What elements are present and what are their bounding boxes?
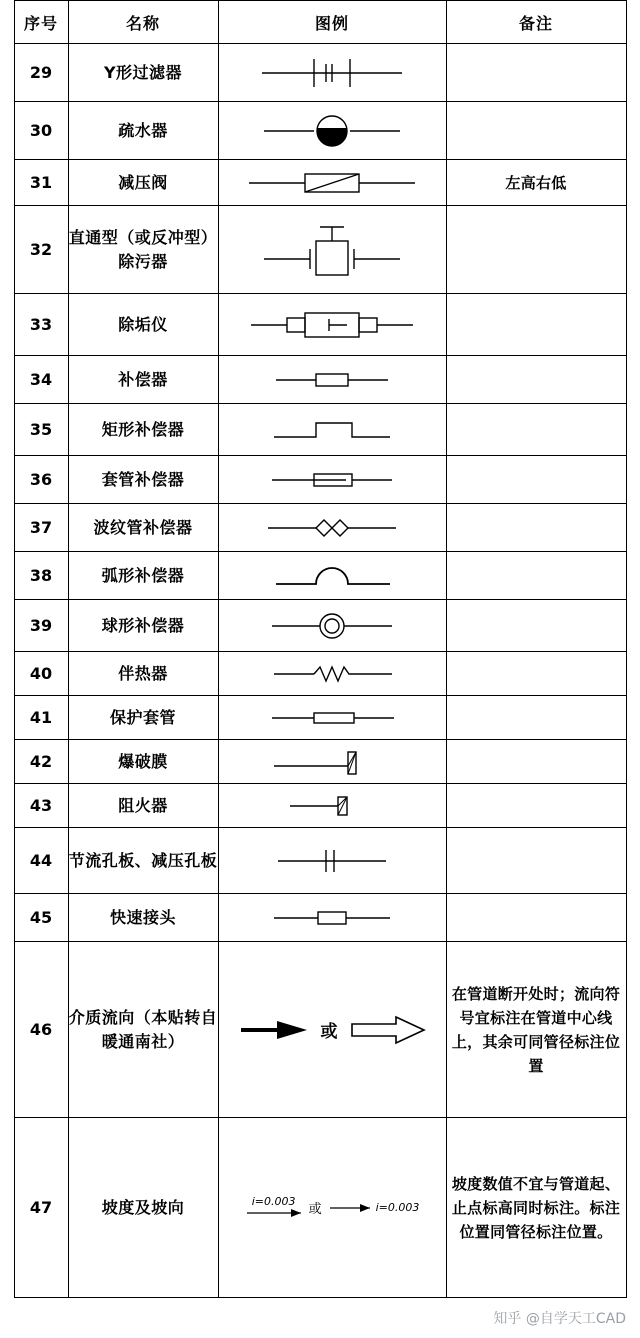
compensator-symbol bbox=[219, 365, 446, 395]
protective-sleeve-symbol bbox=[219, 705, 446, 731]
slope-symbol bbox=[219, 1195, 446, 1220]
footer bbox=[14, 1298, 626, 1338]
row-remark bbox=[446, 294, 626, 356]
row-symbol bbox=[218, 942, 446, 1118]
row-name: 节流孔板、减压孔板 bbox=[68, 828, 218, 894]
row-no: 35 bbox=[14, 404, 68, 456]
row-name: 波纹管补偿器 bbox=[68, 504, 218, 552]
watermark: 知乎 @自学天工CAD bbox=[493, 1311, 626, 1327]
row-remark bbox=[446, 356, 626, 404]
row-name: 矩形补偿器 bbox=[68, 404, 218, 456]
spherical-compensator-symbol bbox=[219, 606, 446, 646]
row-no: 41 bbox=[14, 696, 68, 740]
table-row bbox=[14, 102, 626, 160]
row-name: 疏水器 bbox=[68, 102, 218, 160]
flow-direction-symbol bbox=[219, 1013, 446, 1047]
row-remark bbox=[446, 206, 626, 294]
row-remark bbox=[446, 784, 626, 828]
table-row bbox=[14, 894, 626, 942]
row-remark bbox=[446, 456, 626, 504]
flame-arrester-symbol bbox=[219, 792, 446, 820]
row-no: 40 bbox=[14, 652, 68, 696]
quick-coupling-symbol bbox=[219, 904, 446, 932]
row-remark bbox=[446, 404, 626, 456]
row-name: 阻火器 bbox=[68, 784, 218, 828]
slope-label-left: i=0.003 bbox=[251, 1195, 296, 1208]
descaler-symbol bbox=[219, 305, 446, 345]
row-remark bbox=[446, 552, 626, 600]
row-remark bbox=[446, 504, 626, 552]
row-name: 直通型（或反冲型）除污器 bbox=[68, 206, 218, 294]
table-row bbox=[14, 404, 626, 456]
row-name: 伴热器 bbox=[68, 652, 218, 696]
row-name: 除垢仪 bbox=[68, 294, 218, 356]
row-name: 保护套管 bbox=[68, 696, 218, 740]
row-no: 32 bbox=[14, 206, 68, 294]
steam-trap-symbol bbox=[219, 109, 446, 153]
row-symbol bbox=[218, 356, 446, 404]
heat-tracer-symbol bbox=[219, 661, 446, 687]
table-row bbox=[14, 356, 626, 404]
row-remark bbox=[446, 696, 626, 740]
row-name: 快速接头 bbox=[68, 894, 218, 942]
row-symbol bbox=[218, 740, 446, 784]
arc-compensator-symbol bbox=[219, 560, 446, 592]
row-no: 31 bbox=[14, 160, 68, 206]
table-row bbox=[14, 456, 626, 504]
rectangular-compensator-symbol bbox=[219, 413, 446, 447]
row-symbol bbox=[218, 552, 446, 600]
row-name: 减压阀 bbox=[68, 160, 218, 206]
row-remark bbox=[446, 652, 626, 696]
row-remark: 坡度数值不宜与管道起、止点标高同时标注。标注位置同管径标注位置。 bbox=[446, 1118, 626, 1298]
row-name: 套管补偿器 bbox=[68, 456, 218, 504]
slope-right-group bbox=[328, 1201, 420, 1214]
table-row bbox=[14, 504, 626, 552]
row-no: 29 bbox=[14, 44, 68, 102]
table-row bbox=[14, 784, 626, 828]
row-remark: 在管道断开处时；流向符号宜标注在管道中心线上，其余可同管径标注位置 bbox=[446, 942, 626, 1118]
table-row bbox=[14, 206, 626, 294]
column-header-remark: 备注 bbox=[446, 1, 626, 44]
y-strainer-symbol bbox=[219, 51, 446, 95]
row-no: 43 bbox=[14, 784, 68, 828]
row-remark bbox=[446, 600, 626, 652]
row-name: 介质流向（本贴转自暖通南社） bbox=[68, 942, 218, 1118]
table-row bbox=[14, 44, 626, 102]
row-remark bbox=[446, 102, 626, 160]
straight-through-dirt-separator-symbol bbox=[219, 215, 446, 285]
table-row bbox=[14, 160, 626, 206]
table-row bbox=[14, 740, 626, 784]
row-no: 33 bbox=[14, 294, 68, 356]
row-no: 42 bbox=[14, 740, 68, 784]
row-remark bbox=[446, 828, 626, 894]
row-no: 39 bbox=[14, 600, 68, 652]
row-name: 爆破膜 bbox=[68, 740, 218, 784]
row-no: 37 bbox=[14, 504, 68, 552]
table-row bbox=[14, 600, 626, 652]
symbol-conjunction: 或 bbox=[308, 1202, 322, 1217]
row-remark bbox=[446, 740, 626, 784]
row-no: 36 bbox=[14, 456, 68, 504]
row-no: 34 bbox=[14, 356, 68, 404]
column-header-name: 名称 bbox=[68, 1, 218, 44]
row-symbol bbox=[218, 206, 446, 294]
row-no: 45 bbox=[14, 894, 68, 942]
row-name: 补偿器 bbox=[68, 356, 218, 404]
row-symbol bbox=[218, 696, 446, 740]
row-symbol bbox=[218, 102, 446, 160]
sleeve-compensator-symbol bbox=[219, 465, 446, 495]
slope-label-right: i=0.003 bbox=[375, 1201, 420, 1214]
rupture-disc-symbol bbox=[219, 746, 446, 778]
table-header-row bbox=[14, 1, 626, 44]
row-no: 46 bbox=[14, 942, 68, 1118]
table-row bbox=[14, 828, 626, 894]
column-header-no: 序号 bbox=[14, 1, 68, 44]
row-symbol bbox=[218, 456, 446, 504]
orifice-plate-symbol bbox=[219, 841, 446, 881]
row-symbol bbox=[218, 1118, 446, 1298]
table-row bbox=[14, 552, 626, 600]
table-row bbox=[14, 1118, 626, 1298]
row-symbol bbox=[218, 404, 446, 456]
row-name: Y形过滤器 bbox=[68, 44, 218, 102]
row-remark bbox=[446, 894, 626, 942]
row-symbol bbox=[218, 652, 446, 696]
row-name: 坡度及坡向 bbox=[68, 1118, 218, 1298]
row-symbol bbox=[218, 600, 446, 652]
pipe-legend-table bbox=[14, 0, 627, 1298]
bellows-compensator-symbol bbox=[219, 512, 446, 544]
row-symbol bbox=[218, 784, 446, 828]
row-name: 弧形补偿器 bbox=[68, 552, 218, 600]
row-name: 球形补偿器 bbox=[68, 600, 218, 652]
row-remark: 左高右低 bbox=[446, 160, 626, 206]
row-symbol bbox=[218, 44, 446, 102]
row-symbol bbox=[218, 828, 446, 894]
row-no: 30 bbox=[14, 102, 68, 160]
row-symbol bbox=[218, 294, 446, 356]
table-row bbox=[14, 942, 626, 1118]
row-no: 44 bbox=[14, 828, 68, 894]
row-symbol bbox=[218, 160, 446, 206]
slope-left-group bbox=[245, 1195, 303, 1220]
row-no: 47 bbox=[14, 1118, 68, 1298]
table-row bbox=[14, 652, 626, 696]
row-symbol bbox=[218, 894, 446, 942]
row-no: 38 bbox=[14, 552, 68, 600]
table-row bbox=[14, 294, 626, 356]
row-remark bbox=[446, 44, 626, 102]
symbol-conjunction: 或 bbox=[320, 1022, 338, 1042]
table-row bbox=[14, 696, 626, 740]
row-symbol bbox=[218, 504, 446, 552]
column-header-symbol: 图例 bbox=[218, 1, 446, 44]
pressure-reducing-valve-symbol bbox=[219, 166, 446, 200]
